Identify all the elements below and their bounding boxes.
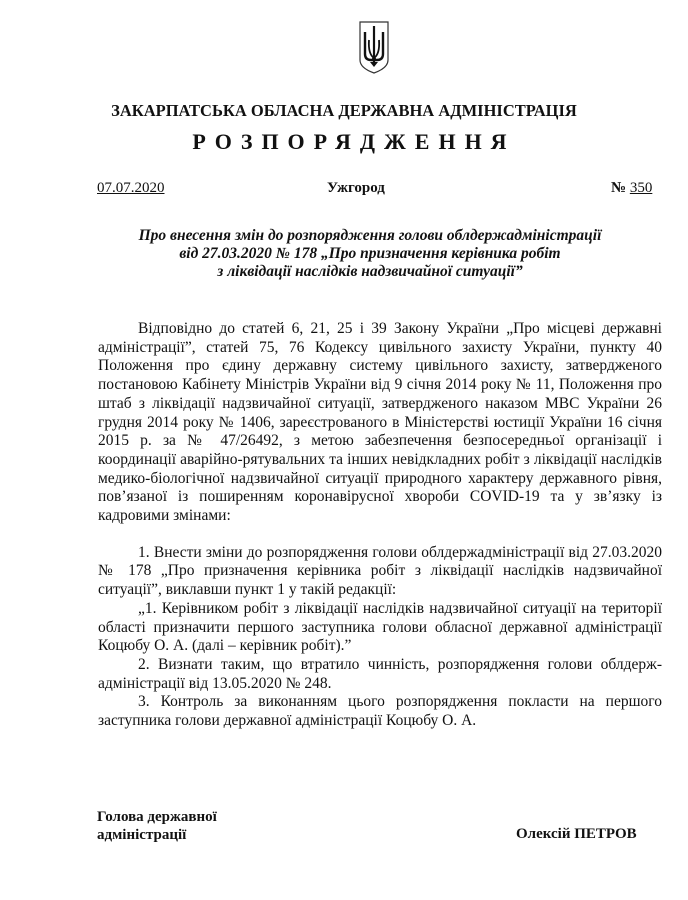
document-type: РОЗПОРЯДЖЕННЯ (192, 129, 516, 154)
position-line: адміністрації (97, 827, 187, 843)
title-line: Про внесення змін до розпорядження голови облдержадміністрації (138, 227, 602, 244)
position-line: Голова державної (97, 809, 217, 825)
number-sign: № (611, 180, 627, 196)
organization-name: ЗАКАРПАТСЬКА ОБЛАСНА ДЕРЖАВНА АДМІНІСТРАЦІЯ (111, 101, 577, 120)
signatory-position (97, 808, 217, 844)
title-line: від 27.03.2020 № 178 „Про призначення керівника робіт (179, 245, 561, 262)
number-value: 350 (629, 180, 653, 196)
preamble-paragraph: Відповідно до статей 6, 21, 25 і 39 Закону України „Про місцеві державні адміністрації”, статей 75, 76 Кодексу цивільного захисту України, пункту 40 Положення про єдину державну систему цивільного захисту, затвердженого постановою Кабінету Міністрів України від 9 січня 2014 року № 11, Положення про штаб з ліквідації надзвичайної ситуації, затвердженого наказом МВС України 26 грудня 2014 року № 1406, зареєстрованого в Міністерстві юстиції України 16 січня 2015 р. за № 47/26492, з метою забезпечення безпосередньої організації і координації аварійно-рятувальних та інших невідкладних робіт з ліквідації наслідків медико-біологічної надзвичайної ситуації природного характеру державного рівня, пов’язаної із поширенням коронавірусної хвороби COVID-19 та у зв’язку із кадровими змінами: (98, 320, 662, 525)
item-3-paragraph: 3. Контроль за виконанням цього розпорядження покласти на першого заступника голови державної адміністрації Коцюбу О. А. (98, 693, 662, 730)
document-body (98, 320, 662, 731)
document-date: 07.07.2020 (97, 180, 165, 196)
item-1-paragraph: 1. Внести зміни до розпорядження голови облдержадміністрації від 27.03.2020 № 178 „Про призначення керівника робіт з ліквідації наслідків надзвичайної ситуації”, виклавши пункт 1 у такій редакції: (98, 543, 662, 599)
document-title (100, 227, 640, 281)
signatory-name: Олексій ПЕТРОВ (516, 826, 637, 842)
item-2-paragraph: 2. Визнати таким, що втратило чинність, розпорядження голови облдерж-адміністрації від 13.05.2020 № 248. (98, 655, 662, 692)
document-city: Ужгород (327, 180, 385, 196)
title-line: з ліквідації наслідків надзвичайної ситуації” (217, 263, 523, 280)
document-number (611, 180, 652, 197)
item-1-quote-paragraph: „1. Керівником робіт з ліквідації наслідків надзвичайної ситуації на території області призначити першого заступника голови обласної державної адміністрації Коцюбу О. А. (далі – керівник робіт).” (98, 599, 662, 655)
coat-of-arms-trident-icon (358, 20, 390, 75)
